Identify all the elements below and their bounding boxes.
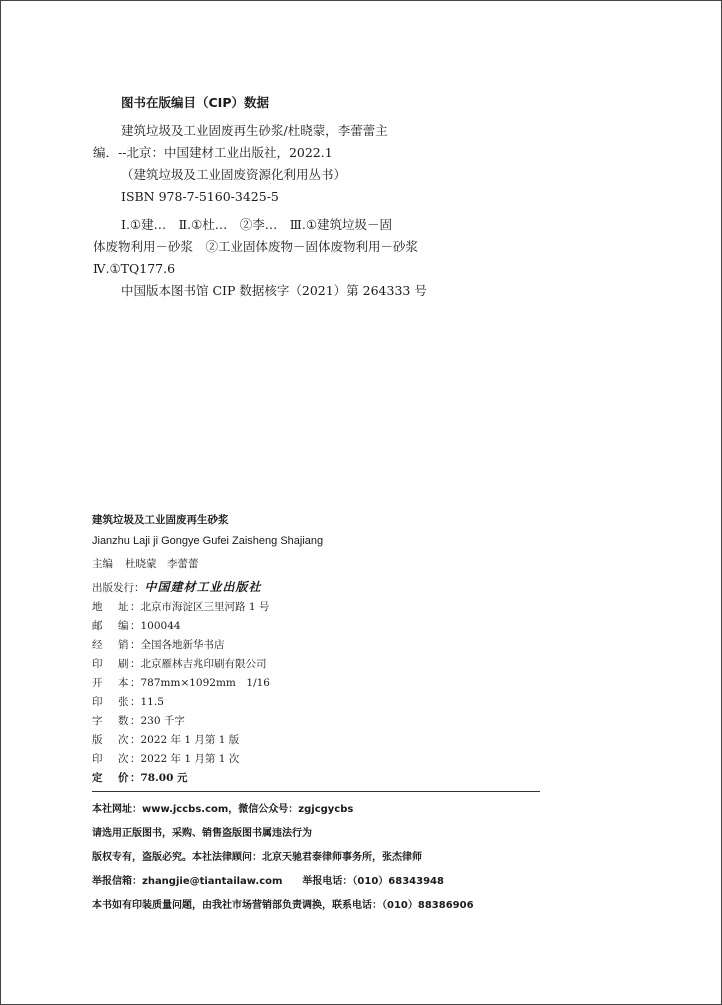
detail-key-first: 邮 bbox=[92, 620, 103, 632]
detail-colon: ： bbox=[130, 639, 141, 651]
editor-names: 杜晓蒙 李蕾蕾 bbox=[125, 558, 199, 570]
book-info-block bbox=[92, 510, 562, 788]
book-title-pinyin: Jianzhu Laji ji Gongye Gufei Zaisheng Shajiang bbox=[92, 535, 324, 547]
detail-row bbox=[92, 617, 562, 636]
detail-key-first: 经 bbox=[92, 639, 103, 651]
publication-details bbox=[92, 598, 562, 788]
detail-row bbox=[92, 636, 562, 655]
detail-colon: ： bbox=[130, 601, 141, 613]
detail-value: 2022 年 1 月第 1 版 bbox=[140, 734, 240, 746]
publisher-row bbox=[92, 576, 562, 598]
quality-contact: 本书如有印装质量问题，由我社市场营销部负责调换，联系电话：（010）88386906 bbox=[92, 900, 474, 911]
cip-line: 建筑垃圾及工业固废再生砂浆/杜晓蒙，李蕾蕾主 bbox=[121, 123, 388, 138]
detail-value: 北京市海淀区三里河路 1 号 bbox=[140, 601, 270, 613]
cip-class-line: 体废物利用－砂浆 ②工业固体废物－固体废物利用－砂浆 bbox=[93, 239, 419, 254]
detail-key-second: 张 bbox=[118, 696, 129, 708]
book-editors bbox=[92, 552, 562, 576]
detail-colon: ： bbox=[130, 620, 141, 632]
detail-key-second: 销 bbox=[118, 639, 129, 651]
detail-key-first: 开 bbox=[92, 677, 103, 689]
detail-row bbox=[92, 769, 562, 788]
detail-key-first: 印 bbox=[92, 696, 103, 708]
detail-key-first: 印 bbox=[92, 658, 103, 670]
detail-value: 北京雁林吉兆印刷有限公司 bbox=[140, 658, 267, 670]
editor-label: 主编 bbox=[92, 558, 113, 570]
detail-key-first: 地 bbox=[92, 601, 103, 613]
detail-colon: ： bbox=[130, 715, 141, 727]
detail-value: 全国各地新华书店 bbox=[140, 639, 225, 651]
detail-row bbox=[92, 693, 562, 712]
detail-row bbox=[92, 712, 562, 731]
detail-key-second: 编 bbox=[118, 620, 129, 632]
detail-row bbox=[92, 598, 562, 617]
detail-key-second: 次 bbox=[118, 734, 129, 746]
detail-colon: ： bbox=[130, 696, 141, 708]
detail-key-first: 印 bbox=[92, 753, 103, 765]
detail-value: 11.5 bbox=[140, 696, 164, 708]
cip-line: ISBN 978-7-5160-3425-5 bbox=[121, 189, 279, 204]
detail-key-second: 价 bbox=[118, 772, 129, 784]
detail-row bbox=[92, 674, 562, 693]
detail-key-second: 刷 bbox=[118, 658, 129, 670]
detail-value: 2022 年 1 月第 1 次 bbox=[140, 753, 240, 765]
publisher-label: 出版发行： bbox=[92, 582, 145, 594]
detail-value: 230 千字 bbox=[140, 715, 185, 727]
detail-key-first: 版 bbox=[92, 734, 103, 746]
detail-key-second: 址 bbox=[118, 601, 129, 613]
detail-value: 100044 bbox=[140, 620, 181, 632]
detail-colon: ： bbox=[130, 753, 141, 765]
cip-title: 图书在版编目（CIP）数据 bbox=[121, 95, 269, 110]
detail-key-first: 字 bbox=[92, 715, 103, 727]
copyright-notice: 版权专有，盗版必究。本社法律顾问：北京天驰君泰律师事务所，张杰律师 bbox=[92, 852, 422, 863]
detail-row bbox=[92, 731, 562, 750]
detail-row bbox=[92, 655, 562, 674]
detail-colon: ： bbox=[130, 658, 141, 670]
publisher-website: 本社网址：www.jccbs.com，微信公众号：zgjcgycbs bbox=[92, 804, 354, 815]
divider-line bbox=[92, 791, 540, 792]
cip-class-line: Ⅰ.①建… Ⅱ.①杜… ②李… Ⅲ.①建筑垃圾－固 bbox=[121, 217, 393, 232]
detail-value: 78.00 元 bbox=[140, 772, 188, 784]
detail-key-second: 次 bbox=[118, 753, 129, 765]
cip-line: 编．--北京：中国建材工业出版社，2022.1 bbox=[93, 145, 333, 160]
detail-value: 787mm×1092mm 1/16 bbox=[140, 677, 270, 689]
cip-number: 中国版本图书馆 CIP 数据核字（2021）第 264333 号 bbox=[121, 283, 427, 298]
report-contact: 举报信箱：zhangjie@tiantailaw.com 举报电话：（010）68343948 bbox=[92, 876, 444, 887]
detail-key-second: 本 bbox=[118, 677, 129, 689]
detail-colon: ： bbox=[130, 772, 141, 784]
book-title: 建筑垃圾及工业固废再生砂浆 bbox=[92, 514, 229, 526]
detail-row bbox=[92, 750, 562, 769]
antipiracy-notice: 请选用正版图书，采购、销售盗版图书属违法行为 bbox=[92, 828, 312, 839]
cip-data-block bbox=[93, 92, 493, 302]
detail-key-second: 数 bbox=[118, 715, 129, 727]
cip-class-line: Ⅳ.①TQ177.6 bbox=[93, 261, 176, 276]
detail-colon: ： bbox=[130, 677, 141, 689]
detail-key-first: 定 bbox=[92, 772, 103, 784]
detail-colon: ： bbox=[130, 734, 141, 746]
cip-line: （建筑垃圾及工业固废资源化利用丛书） bbox=[121, 167, 347, 182]
publisher-logo: 中国建材工业出版社 bbox=[144, 580, 262, 594]
footer-notices bbox=[92, 798, 572, 918]
